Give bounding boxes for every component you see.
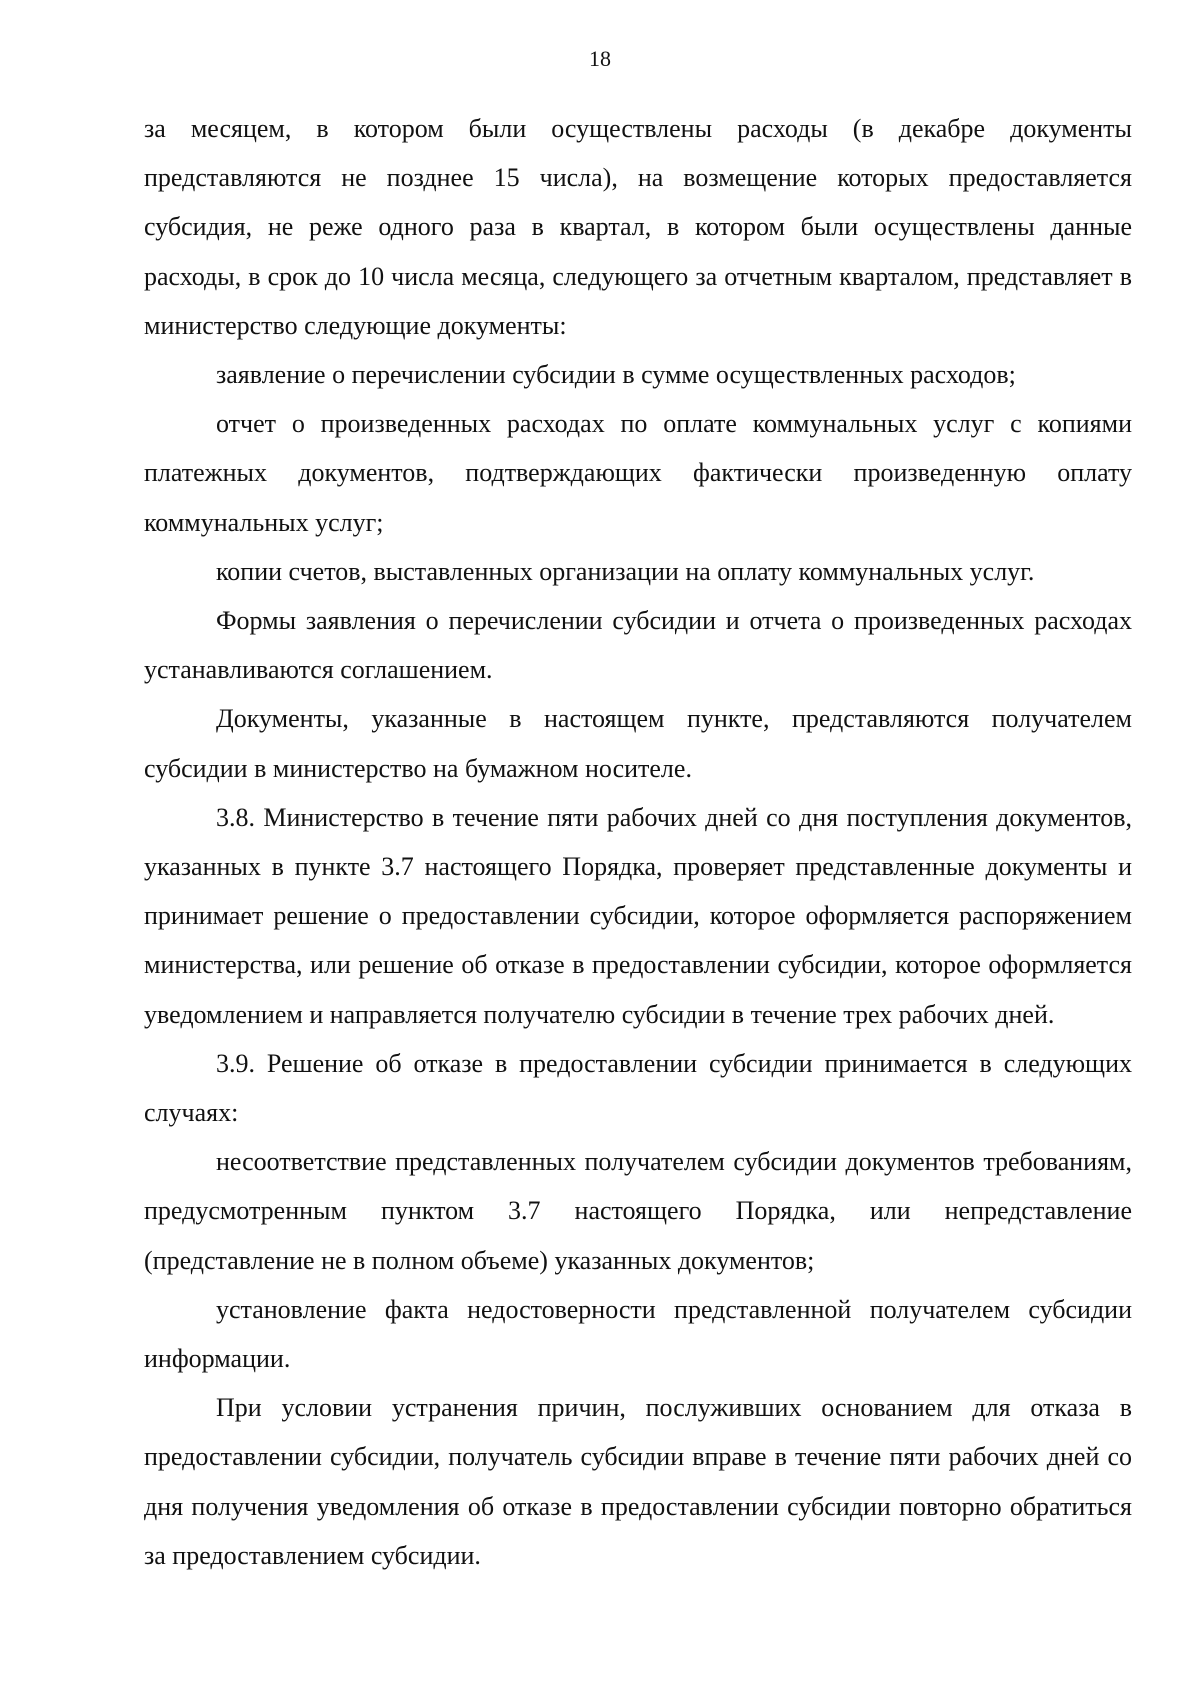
paragraph-reapplication: При условии устранения причин, послуживших основанием для отказа в предоставлении субсидии, получатель субсидии вправе в течение пяти рабочих дней со дня получения уведомления об отказе в предоставлении субсидии повторно обратиться за предоставлением субсидии. bbox=[144, 1393, 1132, 1570]
document-body bbox=[144, 104, 1132, 1580]
paragraph-section-3-8: 3.8. Министерство в течение пяти рабочих дней со дня поступления документов, указанных в пункте 3.7 настоящего Порядка, проверяет представленные документы и принимает решение о предоставлении субсидии, которое оформляется распоряжением министерства, или решение об отказе в предоставлении субсидии, которое оформляется уведомлением и направляется получателю субсидии в течение трех рабочих дней. bbox=[144, 802, 1132, 1029]
paragraph-forms: Формы заявления о перечислении субсидии и отчета о произведенных расходах устанавливаются соглашением. bbox=[144, 606, 1132, 685]
paragraph-continuation: за месяцем, в котором были осуществлены расходы (в декабре документы представляются не позднее 15 числа), на возмещение которых предоставляется субсидия, не реже одного раза в квартал, в котором были осуществлены данные расходы, в срок до 10 числа месяца, следующего за отчетным кварталом, представляет в министерство следующие документы: bbox=[144, 114, 1132, 340]
paragraph-section-3-9: 3.9. Решение об отказе в предоставлении субсидии принимается в следующих случаях: bbox=[144, 1048, 1132, 1128]
paragraph-paper-submission: Документы, указанные в настоящем пункте, представляются получателем субсидии в министерство на бумажном носителе. bbox=[144, 704, 1132, 783]
paragraph-inaccuracy-case: установление факта недостоверности представленной получателем субсидии информации. bbox=[144, 1294, 1132, 1374]
paragraph-application-item: заявление о перечислении субсидии в сумме осуществленных расходов; bbox=[216, 360, 1016, 390]
paragraph-invoice-item: копии счетов, выставленных организации на оплату коммунальных услуг. bbox=[216, 556, 1035, 586]
page-number: 18 bbox=[589, 46, 611, 71]
paragraph-report-item: отчет о произведенных расходах по оплате коммунальных услуг с копиями платежных документов, подтверждающих фактически произведенную оплату коммунальных услуг; bbox=[144, 409, 1132, 537]
paragraph-mismatch-case: несоответствие представленных получателем субсидии документов требованиям, предусмотренным пунктом 3.7 настоящего Порядка, или непредставление (представление не в полном объеме) указанных документов; bbox=[144, 1147, 1132, 1275]
